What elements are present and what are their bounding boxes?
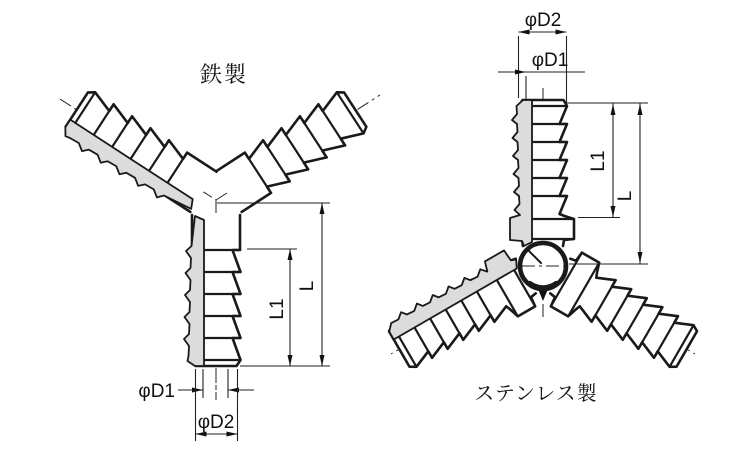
stainless-leg-up-shading bbox=[510, 100, 532, 246]
iron-title: 鉄製 bbox=[199, 62, 249, 87]
iron-dim-label-D1: φD1 bbox=[138, 381, 175, 402]
iron-dim-label-L: L bbox=[297, 280, 318, 292]
stainless-dimension-L1 bbox=[578, 103, 620, 218]
stainless-dimension-L bbox=[567, 103, 648, 264]
stainless-leg-lower-right bbox=[545, 249, 702, 376]
stainless-leg-up bbox=[510, 100, 574, 246]
stainless-dim-label-L1: L1 bbox=[588, 150, 609, 172]
stainless-dim-label-L: L bbox=[615, 190, 636, 202]
iron-leg-down-shading bbox=[184, 216, 204, 366]
stainless-title: ステンレス製 bbox=[474, 383, 598, 405]
stainless-dim-label-D1: φD1 bbox=[531, 50, 569, 71]
iron-dimension-D1 bbox=[138, 369, 254, 402]
iron-dimension-L1 bbox=[247, 249, 297, 366]
iron-dim-label-D2: φD2 bbox=[197, 412, 235, 433]
iron-leg-down bbox=[184, 215, 241, 366]
iron-fitting-drawing bbox=[59, 62, 380, 441]
stainless-dim-label-D2: φD2 bbox=[524, 10, 562, 31]
stainless-fitting-drawing bbox=[383, 10, 703, 405]
stainless-dimension-D1 bbox=[498, 50, 585, 101]
stainless-leg-lower-left bbox=[383, 247, 541, 375]
iron-dim-label-L1: L1 bbox=[267, 298, 288, 320]
iron-arm-upper-left bbox=[59, 89, 216, 219]
iron-arm-upper-right bbox=[215, 89, 368, 212]
